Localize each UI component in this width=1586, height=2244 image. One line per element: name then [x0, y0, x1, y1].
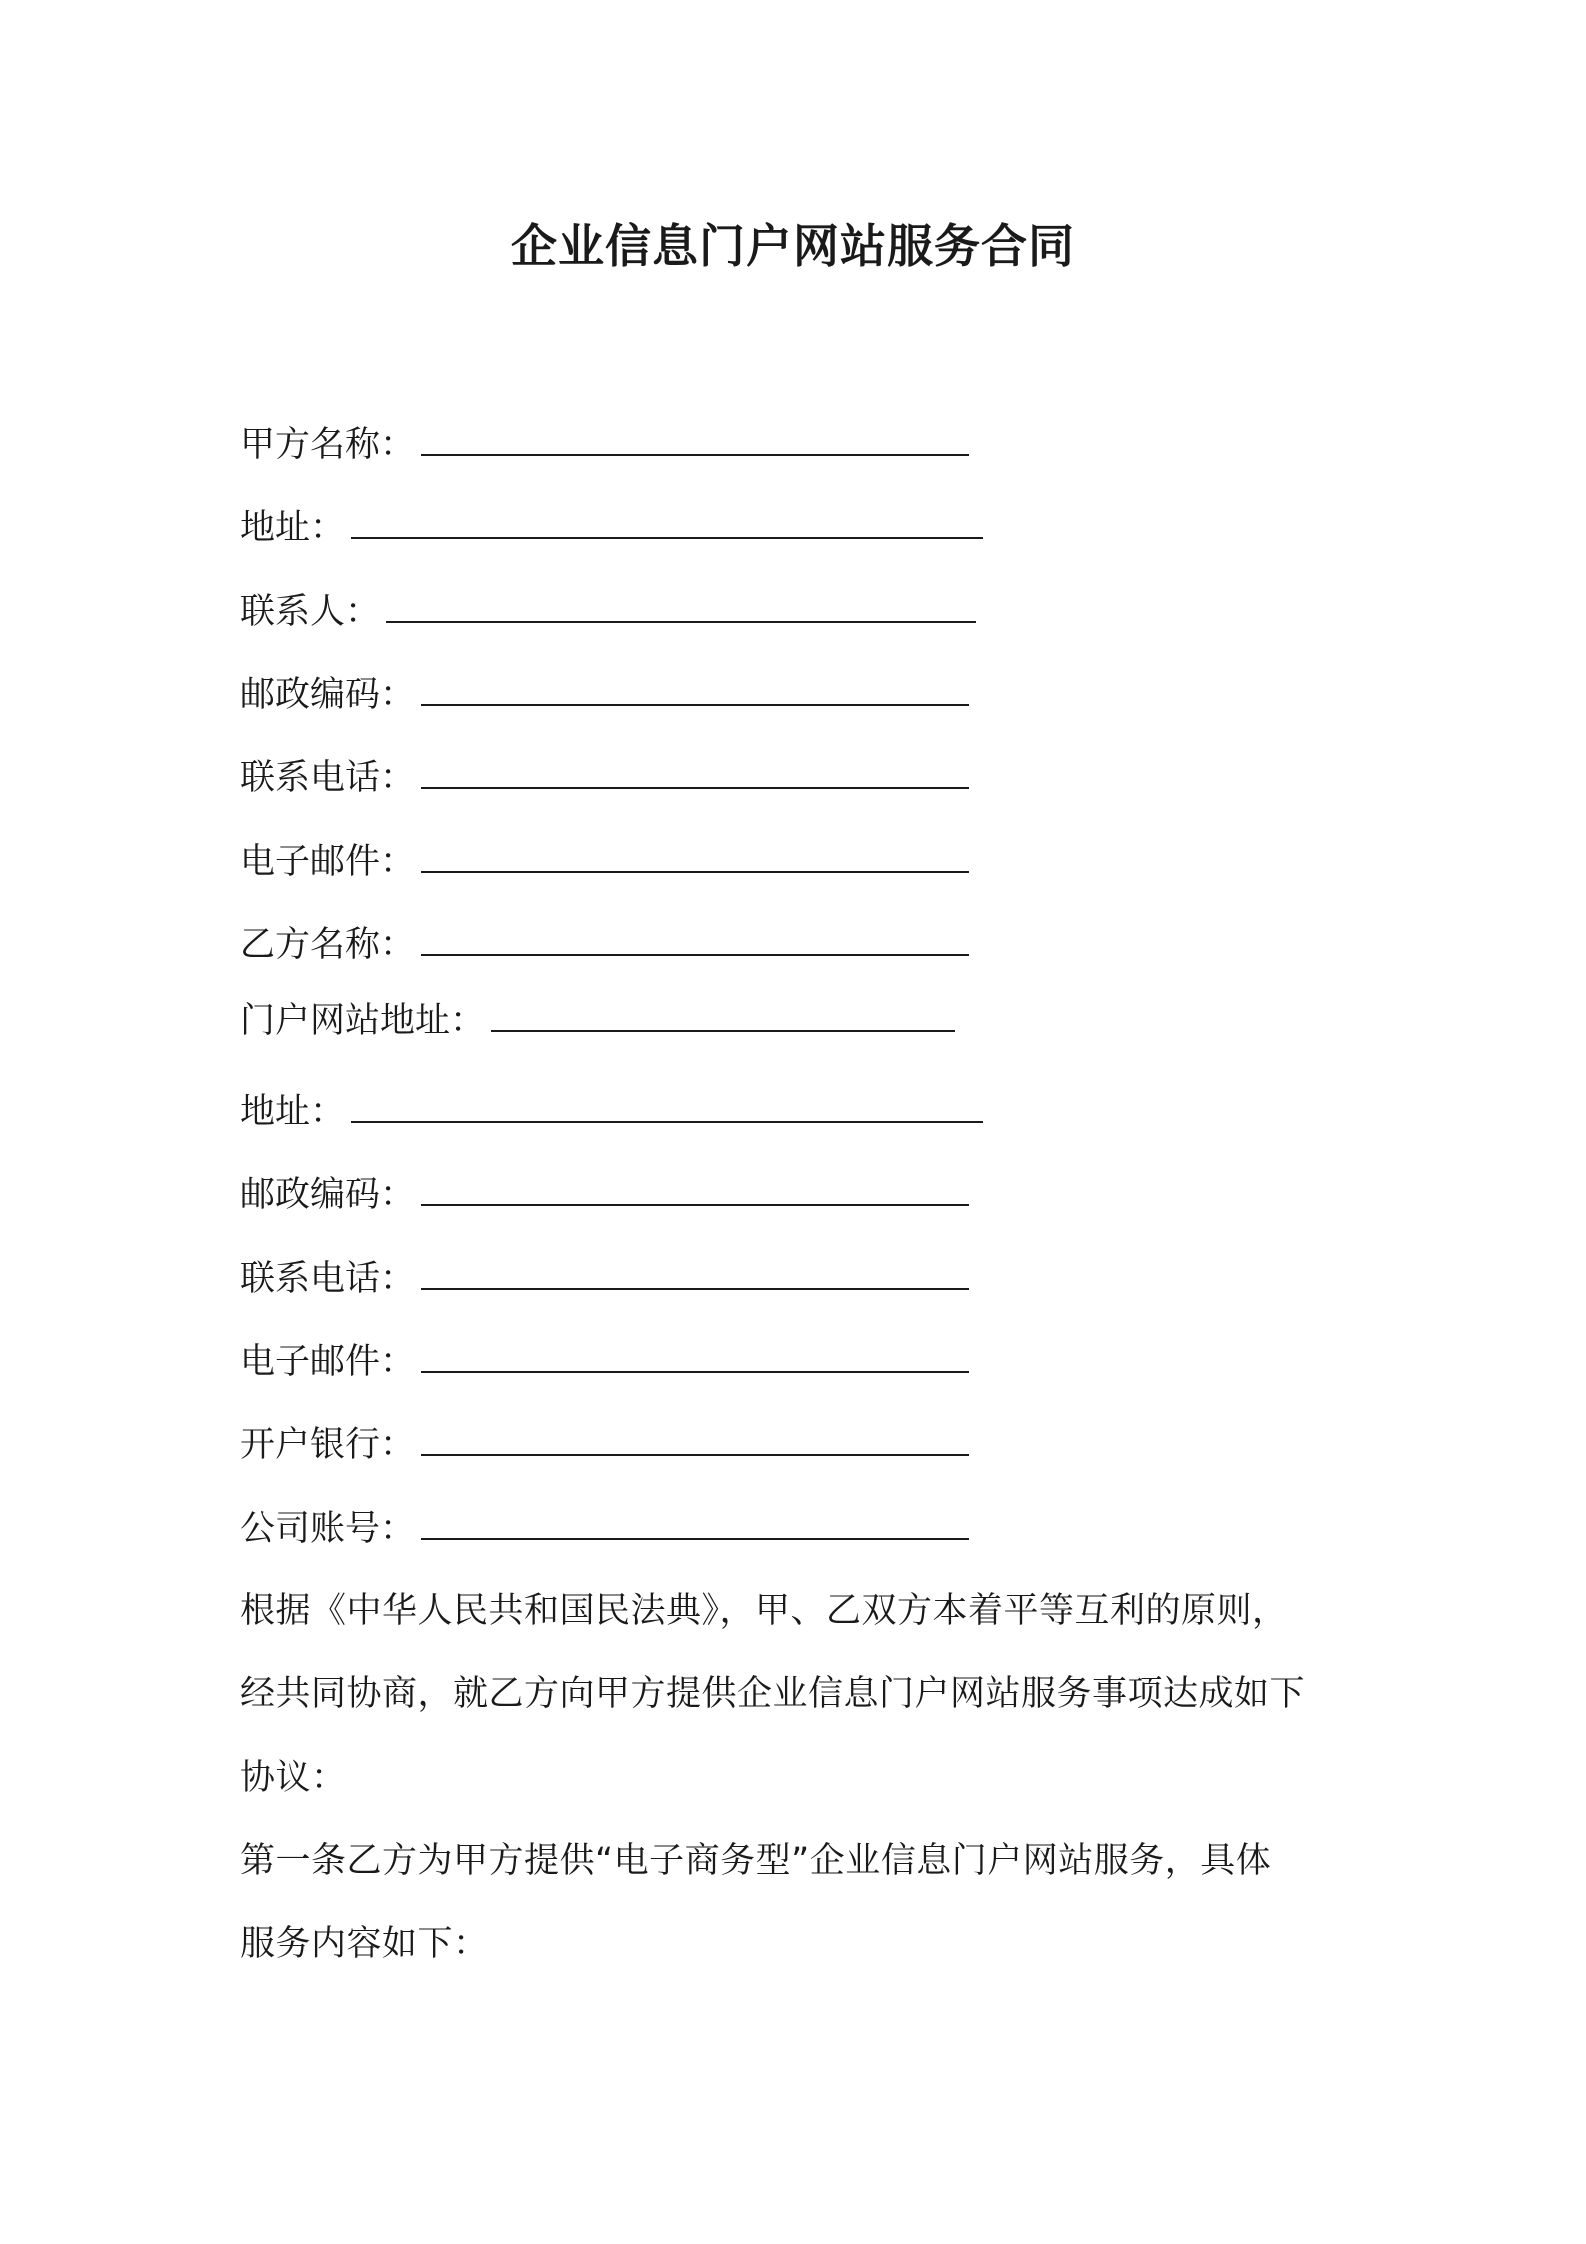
body-paragraph-line: 根据《中华人民共和国民法典》，甲、乙双方本着平等互利的原则，	[240, 1591, 1288, 1631]
field-label: 公司账号：	[240, 1509, 416, 1549]
field-label: 邮政编码：	[240, 1175, 416, 1215]
company-account-field	[240, 1504, 969, 1553]
portal-website-address-field	[240, 996, 955, 1045]
field-label: 甲方名称：	[240, 425, 416, 465]
blank-line	[421, 1420, 969, 1456]
article-one-line: 第一条乙方为甲方提供“电子商务型”企业信息门户网站服务，具体	[240, 1841, 1272, 1881]
document-title: 企业信息门户网站服务合同	[511, 219, 1075, 273]
blank-line	[386, 587, 976, 623]
field-label: 乙方名称：	[240, 925, 416, 965]
blank-line	[421, 837, 969, 873]
blank-line	[421, 420, 969, 456]
field-label: 联系电话：	[240, 758, 416, 798]
field-label: 邮政编码：	[240, 675, 416, 715]
blank-line	[421, 753, 969, 789]
party-a-phone-field	[240, 753, 969, 802]
blank-line	[351, 503, 983, 539]
blank-line	[421, 1504, 969, 1540]
blank-line	[491, 996, 955, 1032]
party-a-email-field	[240, 837, 969, 886]
party-a-postcode-field	[240, 670, 969, 719]
field-label: 门户网站地址：	[240, 1001, 486, 1041]
party-a-contact-field	[240, 587, 976, 636]
party-b-email-field	[240, 1337, 969, 1386]
blank-line	[421, 670, 969, 706]
body-paragraph-line: 协议：	[240, 1758, 347, 1798]
blank-line	[421, 1254, 969, 1290]
field-label: 电子邮件：	[240, 842, 416, 882]
blank-line	[421, 1170, 969, 1206]
party-a-address-field	[240, 503, 983, 552]
field-label: 地址：	[240, 1092, 346, 1132]
blank-line	[351, 1087, 983, 1123]
party-b-address-field	[240, 1087, 983, 1136]
field-label: 联系电话：	[240, 1259, 416, 1299]
body-paragraph-line: 经共同协商，就乙方向甲方提供企业信息门户网站服务事项达成如下	[240, 1674, 1306, 1714]
party-b-postcode-field	[240, 1170, 969, 1219]
field-label: 电子邮件：	[240, 1342, 416, 1382]
blank-line	[421, 1337, 969, 1373]
blank-line	[421, 920, 969, 956]
party-a-name-field	[240, 420, 969, 469]
article-one-line: 服务内容如下：	[240, 1924, 489, 1964]
party-b-phone-field	[240, 1254, 969, 1303]
field-label: 地址：	[240, 508, 346, 548]
field-label: 开户银行：	[240, 1425, 416, 1465]
field-label: 联系人：	[240, 592, 381, 632]
party-b-name-field	[240, 920, 969, 969]
bank-field	[240, 1420, 969, 1469]
